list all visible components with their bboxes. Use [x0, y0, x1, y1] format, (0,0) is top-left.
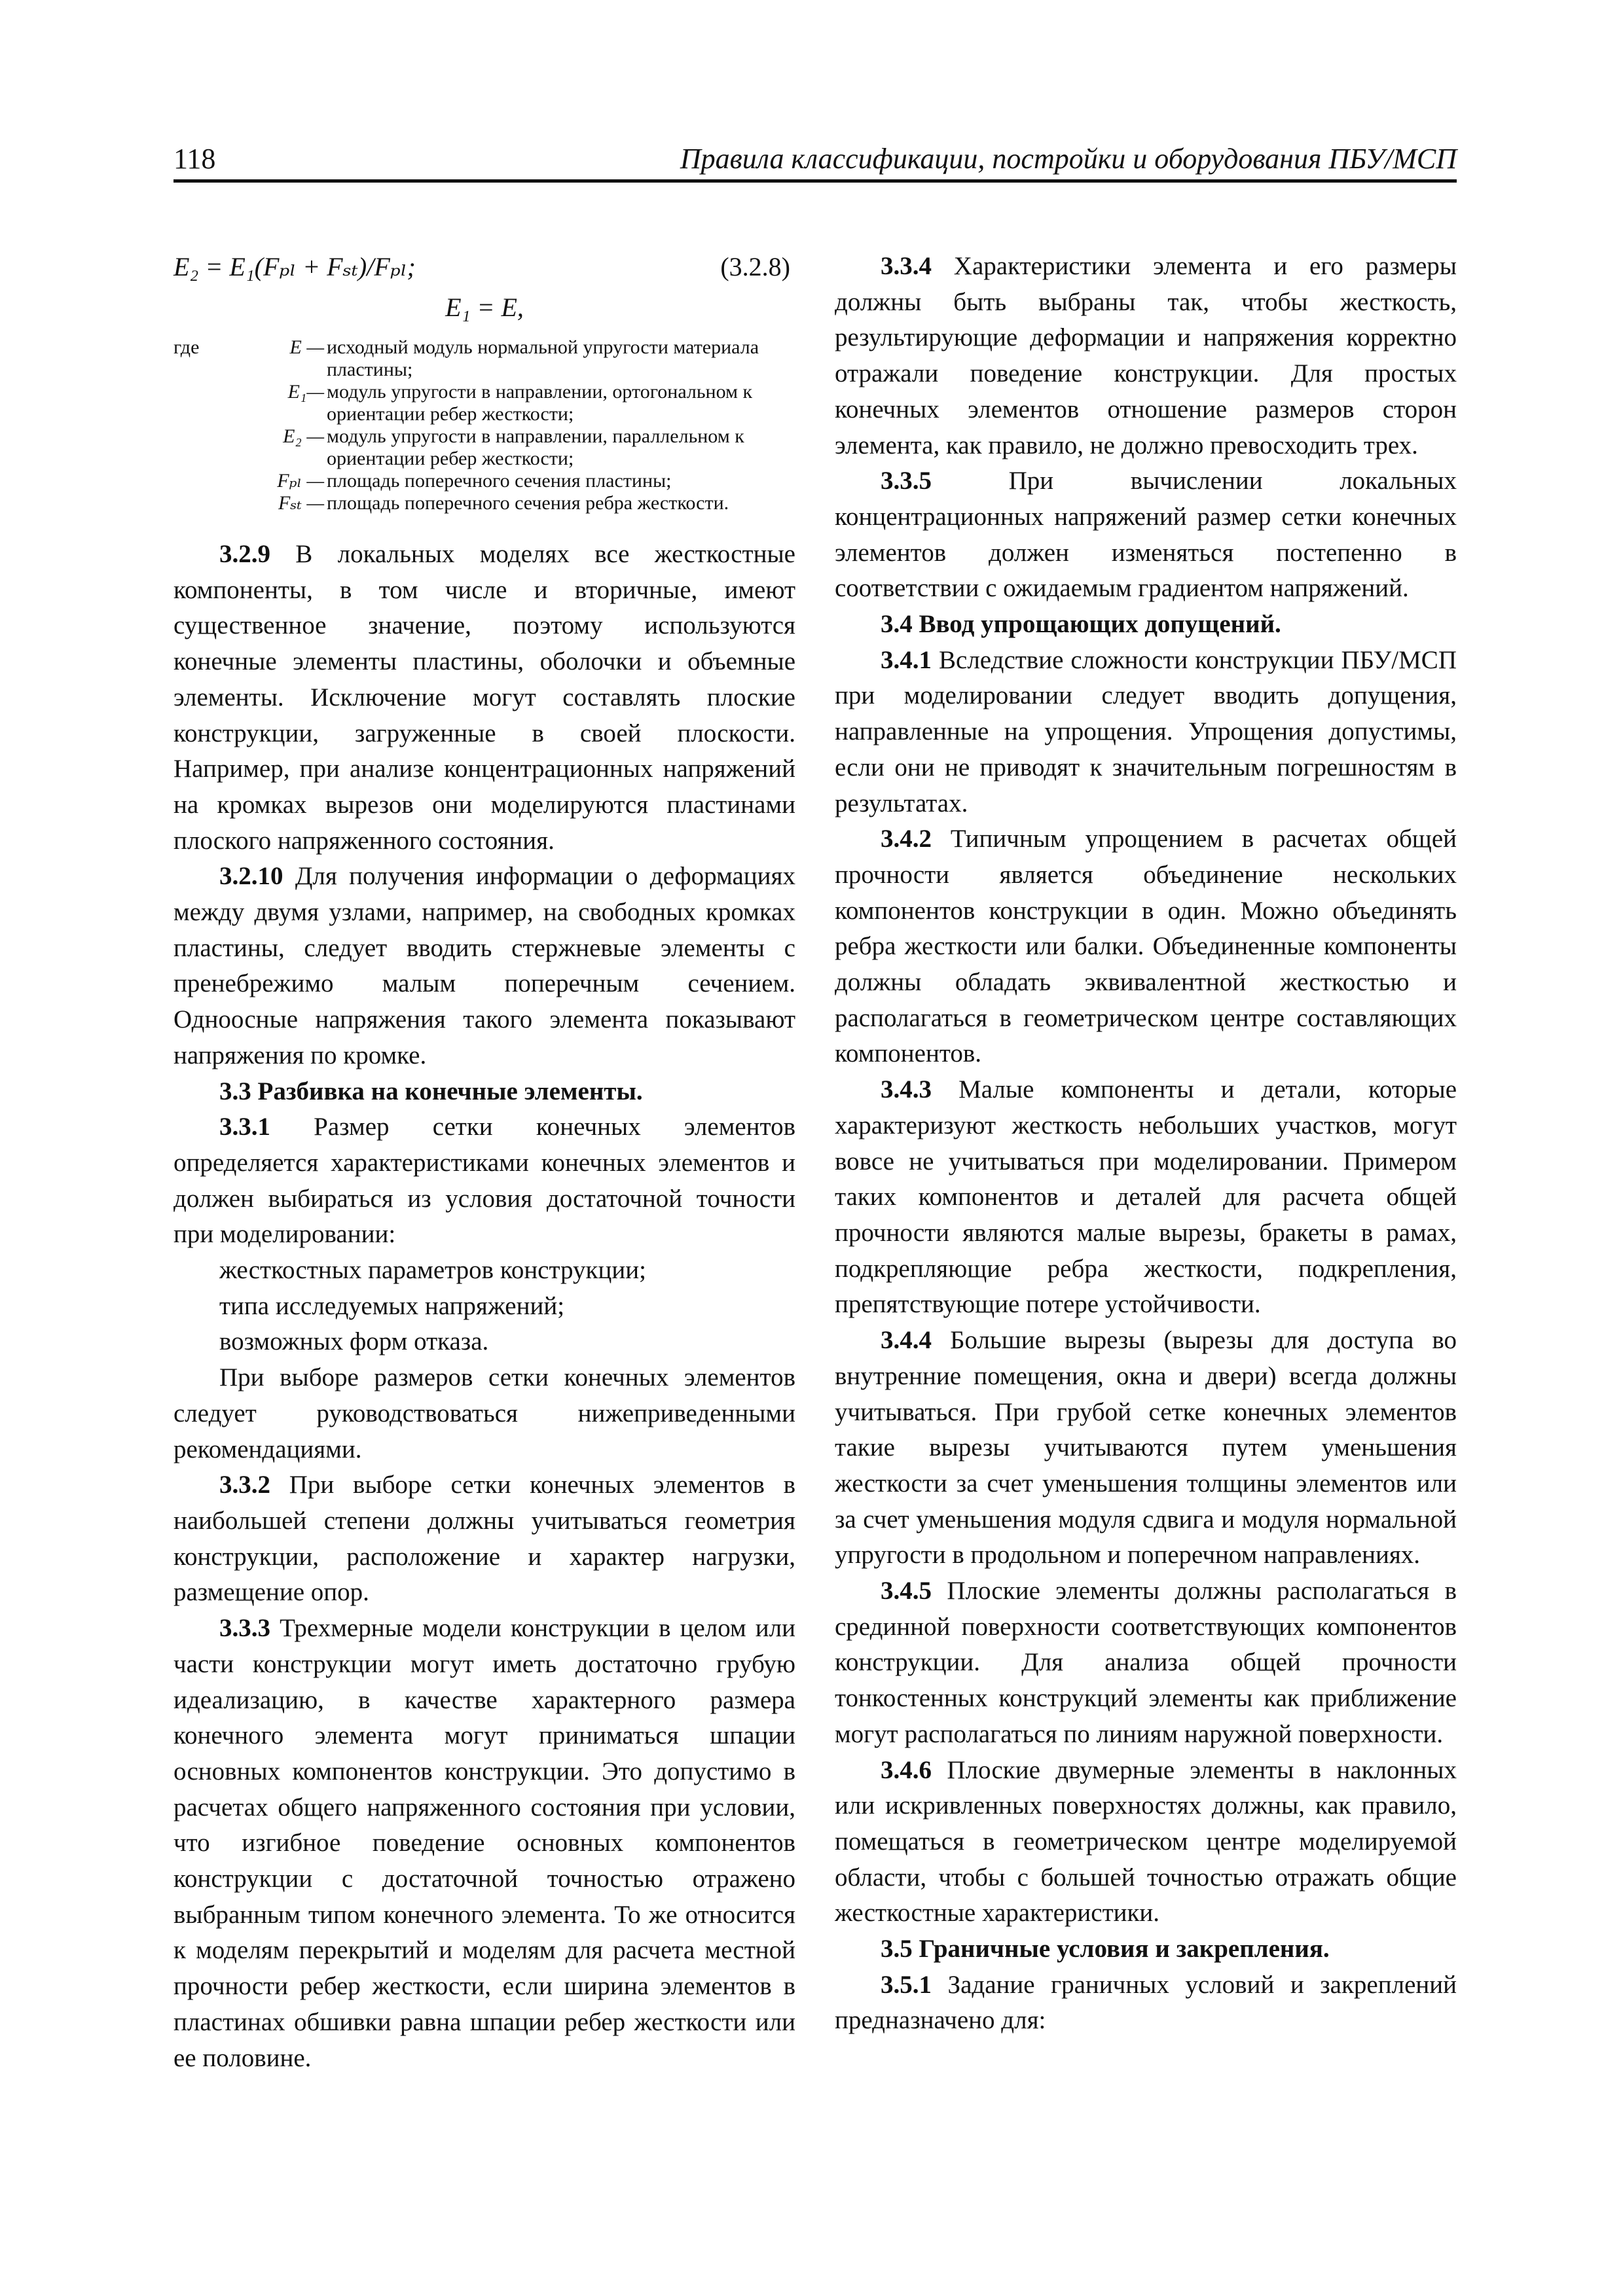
definition-row	[173, 470, 795, 492]
paragraph-text: Большие вырезы (вырезы для доступа во внутренние помещения, окна и двери) всегда должны учитываться. При грубой сетке конечных элементов такие вырезы учитываются путем уменьшения жесткости за счет уменьшения толщины элементов или за счет уменьшения модуля сдвига и модуля нормальной упругости в продольном и поперечном направлениях.	[835, 1326, 1457, 1570]
definition-symbol: E —	[289, 336, 324, 358]
paragraph-3-3-5	[835, 463, 1457, 607]
formula-number: (3.2.8)	[720, 252, 790, 281]
paragraph-text: Типичным упрощением в расчетах общей прочности является объединение нескольких компонентов конструкции в один. Можно объединять ребра жесткости или балки. Объединенные компоненты должны обладать эквивалентной жесткостью и располагаться в геометрическом центре составляющих компонентов.	[835, 825, 1457, 1068]
list-item: возможных форм отказа.	[219, 1327, 489, 1356]
definition-row	[173, 336, 795, 381]
clause-number: 3.4.4	[881, 1326, 932, 1355]
clause-number: 3.4.1	[881, 645, 932, 674]
paragraph-3-4-3	[835, 1072, 1457, 1323]
paragraph-text: При выборе сетки конечных элементов в наибольшей степени должны учитываться геометрия конструкции, расположение и характер нагрузки, размещение опор.	[173, 1471, 795, 1607]
section-heading-3-5: 3.5 Граничные условия и закрепления.	[881, 1935, 1330, 1964]
clause-number: 3.2.10	[219, 862, 283, 891]
definition-text: площадь поперечного сечения ребра жесткости.	[327, 492, 729, 514]
paragraph-3-3-2	[173, 1467, 795, 1611]
paragraph-text: При вычислении локальных концентрационных напряжений размер сетки конечных элементов должен изменяться постепенно в соответствии с ожидаемым градиентом напряжений.	[835, 467, 1457, 603]
clause-number: 3.4.2	[881, 825, 932, 853]
paragraph-3-2-10	[173, 859, 795, 1073]
definition-symbol: Fₛₜ —	[278, 492, 324, 514]
running-title: Правила классификации, постройки и оборудования ПБУ/МСП	[680, 143, 1457, 175]
definition-symbol: E₂ —	[283, 425, 324, 447]
paragraph-text: Характеристики элемента и его размеры должны быть выбраны так, чтобы жесткость, результирующие деформации и напряжения корректно отражали поведение конструкции. Для простых конечных элементов отношение размеров сторон элемента, как правило, не должно превосходить трех.	[835, 252, 1457, 459]
definition-row	[173, 425, 795, 470]
paragraph-3-3-3	[173, 1611, 795, 2076]
clause-number: 3.2.9	[219, 540, 270, 568]
paragraph-3-2-9	[173, 537, 795, 859]
left-column	[173, 249, 795, 2076]
definition-symbol: Fₚₗ —	[277, 470, 324, 492]
paragraph-text: Размер сетки конечных элементов определяется характеристиками конечных элементов и должен выбираться из условия достаточной точности при моделировании:	[173, 1113, 795, 1249]
clause-number: 3.4.5	[881, 1577, 932, 1605]
clause-number: 3.3.2	[219, 1471, 270, 1499]
definition-text: модуль упругости в направлении, параллельном к ориентации ребер жесткости;	[327, 425, 744, 469]
paragraph-text: Трехмерные модели конструкции в целом или части конструкции могут иметь достаточно грубую идеализацию, в качестве характерного размера конечного элемента могут приниматься шпации основных компонентов конструкции. Это допустимо в расчетах общего напряженного состояния при условии, что изгибное поведение основных компонентов конструкции с достаточной точностью отражено выбранным типом конечного элемента. То же относится к моделям перекрытий и моделям для расчета местной прочности ребер жесткости, если ширина элементов в пластинах обшивки равна шпации ребер жесткости или ее половине.	[173, 1614, 795, 2072]
clause-number: 3.3.5	[881, 467, 932, 495]
right-column	[835, 249, 1457, 2039]
where-label: где	[173, 336, 200, 358]
section-heading-3-3: 3.3 Разбивка на конечные элементы.	[219, 1077, 643, 1105]
paragraph-3-3-4	[835, 249, 1457, 463]
paragraph-text: Задание граничных условий и закреплений предназначено для:	[835, 1970, 1457, 2035]
clause-number: 3.4.6	[881, 1755, 932, 1784]
paragraph-3-5-1	[835, 1967, 1457, 2039]
clause-number: 3.3.1	[219, 1113, 270, 1141]
clause-number: 3.3.3	[219, 1614, 270, 1643]
definition-symbol: E₁—	[287, 381, 324, 403]
paragraph-text: Для получения информации о деформациях между двумя узлами, например, на свободных кромках пластины, следует вводить стержневые элементы с пренебрежимо малым поперечным сечением. Одноосные напряжения такого элемента показывают напряжения по кромке.	[173, 862, 795, 1069]
page-number: 118	[173, 143, 216, 175]
definition-row	[173, 492, 795, 514]
definition-text: площадь поперечного сечения пластины;	[327, 470, 672, 492]
formula-expression-2: E₁ = E,	[445, 293, 524, 322]
formula-expression: E₂ = E₁(Fₚₗ + Fₛₜ)/Fₚₗ;	[173, 252, 416, 281]
paragraph-3-4-2	[835, 821, 1457, 1072]
paragraph-text: Малые компоненты и детали, которые характеризуют жесткость небольших участков, могут вовсе не учитываться при моделировании. Примером таких компонентов и деталей для расчета общей прочности являются малые вырезы, бракеты в рамах, подкрепляющие ребра жесткости, подкрепления, препятствующие потере устойчивости.	[835, 1075, 1457, 1319]
paragraph-3-3-1	[173, 1109, 795, 1253]
paragraph-3-4-4	[835, 1323, 1457, 1573]
paragraph-text: Плоские элементы должны располагаться в срединной поверхности соответствующих компонентов конструкции. Для анализа общей прочности тонкостенных конструкций элементы как приближение могут располагаться по линиям наружной поверхности.	[835, 1577, 1457, 1748]
paragraph-3-4-6	[835, 1753, 1457, 1932]
paragraph-3-4-5	[835, 1573, 1457, 1753]
section-heading-3-4: 3.4 Ввод упрощающих допущений.	[881, 610, 1281, 639]
definition-row	[173, 381, 795, 425]
definitions-list	[173, 336, 795, 514]
clause-number: 3.3.4	[881, 252, 932, 280]
formula-3-2-8	[173, 249, 795, 288]
clause-number: 3.4.3	[881, 1075, 932, 1104]
paragraph-text: Вследствие сложности конструкции ПБУ/МСП при моделировании следует вводить допущения, направленные на упрощения. Упрощения допустимы, если они не приводят к значительным погрешностям в результатах.	[835, 645, 1457, 817]
paragraph-choice: При выборе размеров сетки конечных элементов следует руководствоваться нижеприведенными рекомендациями.	[173, 1363, 795, 1463]
list-item: типа исследуемых напряжений;	[219, 1291, 565, 1320]
clause-number: 3.5.1	[881, 1970, 932, 1999]
paragraph-text: В локальных моделях все жесткостные компоненты, в том числе и вторичные, имеют существенное значение, поэтому используются конечные элементы пластины, оболочки и объемные элементы. Исключение могут составлять плоские конструкции, загруженные в своей плоскости. Например, при анализе концентрационных напряжений на кромках вырезов они моделируются пластинами плоского напряженного состояния.	[173, 540, 795, 855]
paragraph-text: Плоские двумерные элементы в наклонных или искривленных поверхностях должны, как правило, помещаться в геометрическом центре моделируемой области, чтобы с большей точностью отражать общие жесткостные характеристики.	[835, 1755, 1457, 1928]
definition-text: модуль упругости в направлении, ортогональном к ориентации ребер жесткости;	[327, 381, 753, 425]
list-item: жесткостных параметров конструкции;	[219, 1256, 646, 1285]
definition-text: исходный модуль нормальной упругости материала пластины;	[327, 336, 759, 380]
page-header	[173, 143, 1457, 183]
paragraph-3-4-1	[835, 643, 1457, 822]
